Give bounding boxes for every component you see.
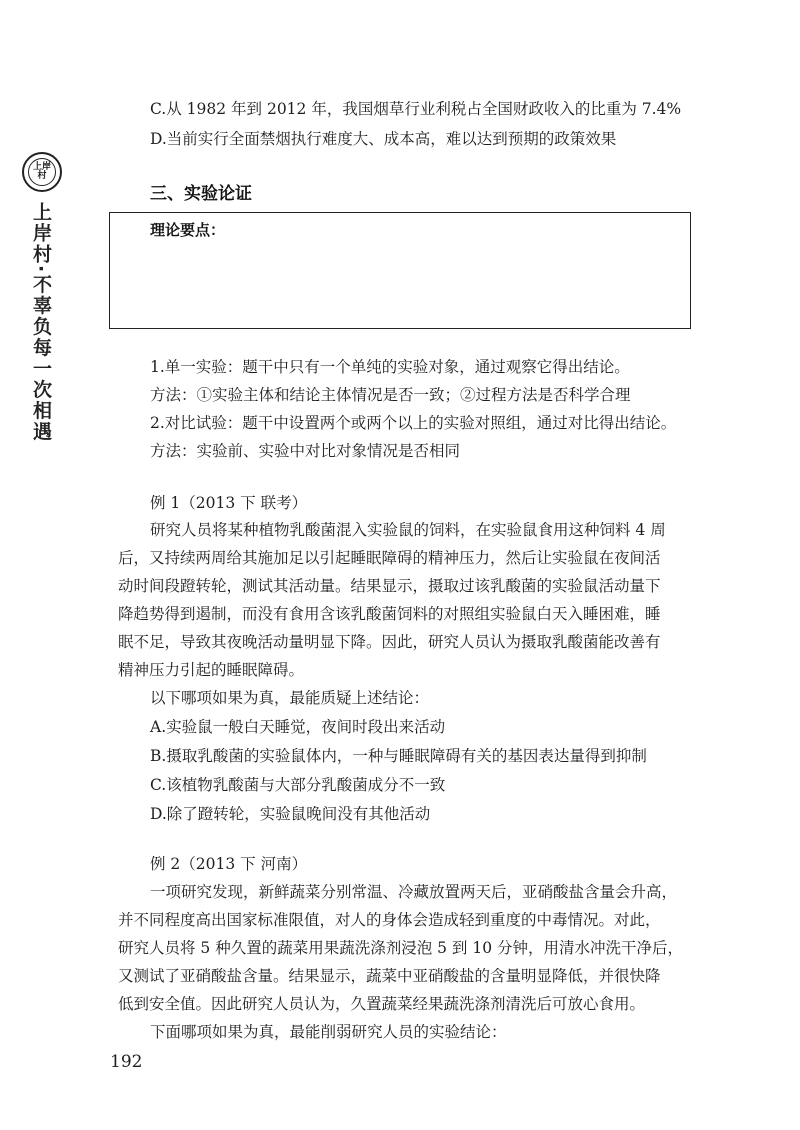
section-heading: 三、实验论证 <box>150 184 252 204</box>
point-line: 1.单一实验：题干中只有一个单纯的实验对象，通过观察它得出结论。 <box>150 358 630 376</box>
point-line: 方法：实验前、实验中对比对象情况是否相同 <box>150 442 461 460</box>
brand-seal-logo <box>22 152 62 192</box>
option-c-line: C.从 1982 年到 2012 年，我国烟草行业利税占全国财政收入的比重为 7.4% <box>150 100 682 118</box>
example1-option-d: D.除了蹬转轮，实验鼠晚间没有其他活动 <box>150 805 431 823</box>
example1-paragraph-line: 精神压力引起的睡眠障碍。 <box>118 661 305 679</box>
brand-sidebar <box>22 152 66 442</box>
example2-question: 下面哪项如果为真，最能削弱研究人员的实验结论： <box>150 1023 507 1041</box>
example1-option-a: A.实验鼠一般白天睡觉，夜间时段出来活动 <box>150 718 446 736</box>
example2-paragraph-line: 又测试了亚硝酸盐含量。结果显示，蔬菜中亚硝酸盐的含量明显降低，并很快降 <box>118 967 661 985</box>
brand-seal-text: 上岸村 <box>28 158 56 186</box>
example1-paragraph-line: 动时间段蹬转轮，测试其活动量。结果显示，摄取过该乳酸菌的实验鼠活动量下 <box>118 577 661 595</box>
point-line: 方法：①实验主体和结论主体情况是否一致；②过程方法是否科学合理 <box>150 386 631 404</box>
example1-paragraph-line: 后，又持续两周给其施加足以引起睡眠障碍的精神压力，然后让实验鼠在夜间活 <box>118 549 661 567</box>
example2-paragraph-line: 低到安全值。因此研究人员认为，久置蔬菜经果蔬洗涤剂清洗后可放心食用。 <box>118 995 646 1013</box>
example1-title: 例 1（2013 下 联考） <box>150 494 308 512</box>
page-number: 192 <box>110 1052 143 1072</box>
example1-option-b: B.摄取乳酸菌的实验鼠体内，一种与睡眠障碍有关的基因表达量得到抑制 <box>150 747 647 765</box>
example1-question: 以下哪项如果为真，最能质疑上述结论： <box>150 689 430 707</box>
theory-box <box>109 212 691 329</box>
example1-paragraph-line: 眠不足，导致其夜晚活动量明显下降。因此，研究人员认为摄取乳酸菌能改善有 <box>118 633 661 651</box>
example2-paragraph-line: 并不同程度高出国家标准限值，对人的身体会造成轻到重度的中毒情况。对此， <box>118 911 661 929</box>
example2-paragraph-line: 一项研究发现，新鲜蔬菜分别常温、冷藏放置两天后，亚硝酸盐含量会升高， <box>150 883 678 901</box>
example1-option-c: C.该植物乳酸菌与大部分乳酸菌成分不一致 <box>150 776 446 794</box>
example1-paragraph-line: 降趋势得到遏制，而没有食用含该乳酸菌饲料的对照组实验鼠白天入睡困难，睡 <box>118 605 661 623</box>
brand-slogan: 上岸村·不辜负每一次相遇 <box>30 202 52 443</box>
example2-paragraph-line: 研究人员将 5 种久置的蔬菜用果蔬洗涤剂浸泡 5 到 10 分钟，用清水冲洗干净后， <box>118 939 684 957</box>
point-line: 2.对比试验：题干中设置两个或两个以上的实验对照组，通过对比得出结论。 <box>150 414 677 432</box>
option-d-line: D.当前实行全面禁烟执行难度大、成本高，难以达到预期的政策效果 <box>150 130 617 148</box>
theory-title: 理论要点： <box>150 221 226 239</box>
example2-title: 例 2（2013 下 河南） <box>150 855 308 873</box>
example1-paragraph-line: 研究人员将某种植物乳酸菌混入实验鼠的饲料，在实验鼠食用这种饲料 4 周 <box>150 521 666 539</box>
